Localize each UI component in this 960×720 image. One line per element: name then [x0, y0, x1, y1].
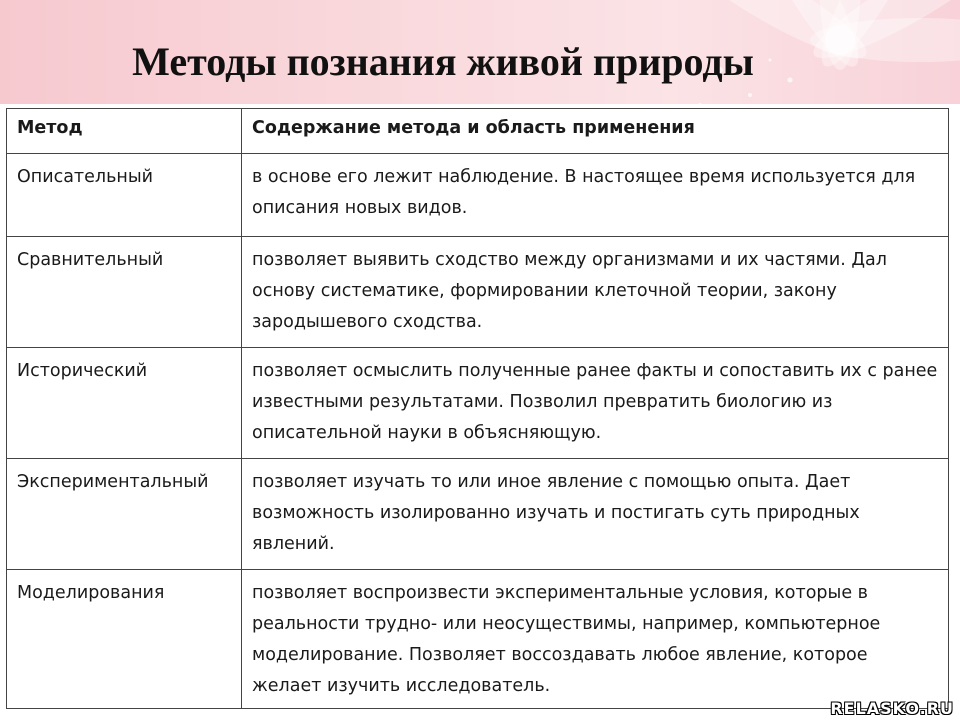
method-name-cell: Экспериментальный	[7, 459, 242, 570]
table-row	[7, 348, 949, 459]
table-row	[7, 237, 949, 348]
column-header-method: Метод	[7, 109, 242, 154]
table-row	[7, 154, 949, 237]
watermark: RELASKO.RU	[830, 699, 954, 718]
header-banner	[0, 0, 960, 104]
column-header-content: Содержание метода и область применения	[242, 109, 949, 154]
table-row	[7, 459, 949, 570]
method-description-cell: позволяет выявить сходство между организмами и их частями. Дал основу систематике, формировании клеточной теории, закону зародышевого сходства.	[242, 237, 949, 348]
method-description-cell: позволяет осмыслить полученные ранее факты и сопоставить их с ранее известными результатами. Позволил превратить биологию из описательной науки в объясняющую.	[242, 348, 949, 459]
method-name-cell: Описательный	[7, 154, 242, 237]
method-description-cell: позволяет изучать то или иное явление с помощью опыта. Дает возможность изолированно изучать и постигать суть природных явлений.	[242, 459, 949, 570]
table-row	[7, 570, 949, 709]
method-description-cell: позволяет воспроизвести экспериментальные условия, которые в реальности трудно- или неосуществимы, например, компьютерное моделирование. Позволяет воссоздавать любое явление, которое желает изучить исследователь.	[242, 570, 949, 709]
method-description-cell: в основе его лежит наблюдение. В настоящее время используется для описания новых видов.	[242, 154, 949, 237]
method-name-cell: Моделирования	[7, 570, 242, 709]
table-header-row	[7, 109, 949, 154]
page-title: Методы познания живой природы	[132, 39, 754, 84]
method-name-cell: Сравнительный	[7, 237, 242, 348]
method-name-cell: Исторический	[7, 348, 242, 459]
methods-table	[6, 108, 949, 709]
